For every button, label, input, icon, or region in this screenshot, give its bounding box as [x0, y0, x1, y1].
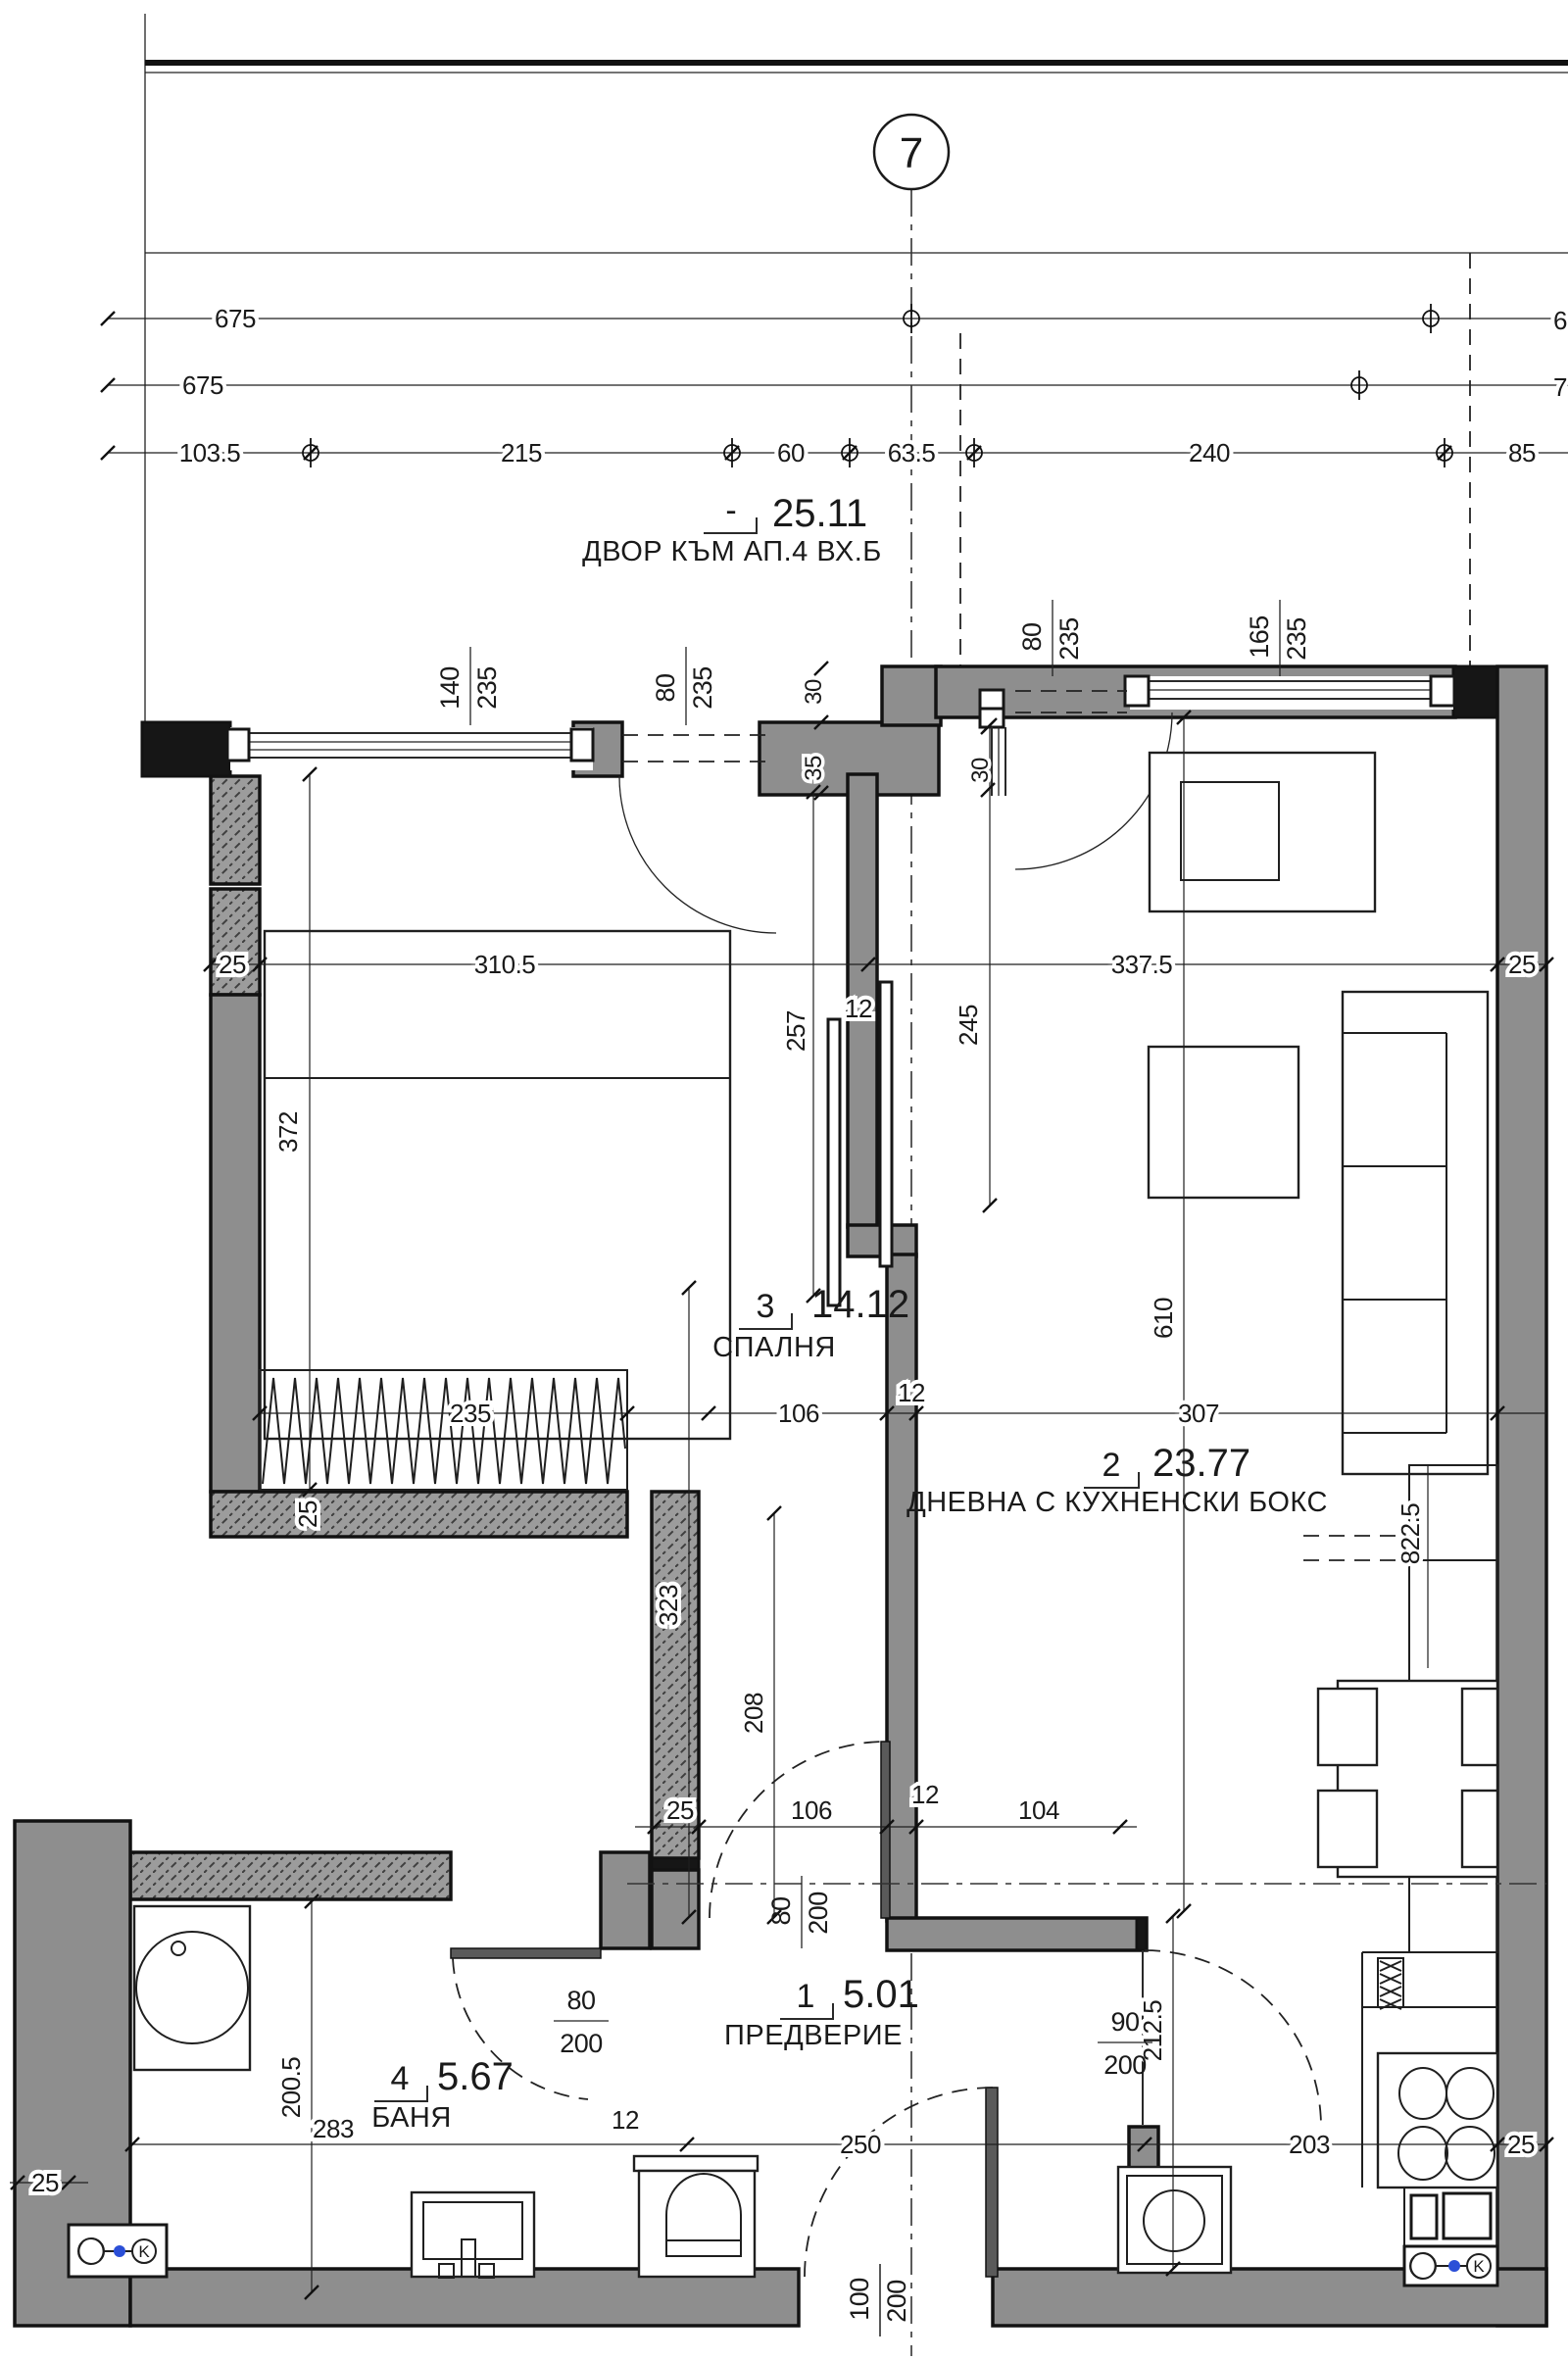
bedroom-window-h: 235: [472, 666, 502, 710]
toilet: [634, 2156, 758, 2277]
dim-yard-675-top: 675: [215, 304, 256, 333]
wall-left-gray: [211, 995, 260, 1492]
bath-name: БАНЯ: [371, 2102, 452, 2134]
living-window-h: 235: [1282, 617, 1311, 661]
corridor-door: [710, 1742, 890, 1918]
dim-pass-width: 104: [1018, 1795, 1059, 1825]
dim-living-width2: 307: [1178, 1399, 1219, 1428]
dim-yard-85: 85: [1508, 438, 1536, 467]
dim-hall-width: 250: [840, 2130, 881, 2159]
bedroom-window: [227, 727, 593, 770]
vent-shaft-right: [1404, 2246, 1497, 2286]
drain-grate: [1378, 1958, 1403, 2009]
dim-corridor-depth2: 208: [739, 1693, 768, 1734]
washing-machine: [1118, 2167, 1231, 2273]
dim-yard-63_5: 63.5: [887, 438, 936, 467]
dim-wall25-wardrobe: 25: [293, 1500, 322, 1528]
dim-corridor-width: 106: [778, 1399, 819, 1428]
yard-area-dash: -: [725, 492, 737, 529]
dim-yard-103_5: 103.5: [178, 438, 241, 467]
wall-hall-top: [887, 1918, 1147, 1950]
coffee-table: [1149, 1047, 1298, 1198]
vent-k-right: K: [1473, 2257, 1485, 2276]
stove: [1378, 2053, 1497, 2188]
yard-area-label: [582, 492, 882, 567]
kitchen-door-h: 200: [1103, 2050, 1147, 2080]
kitchen-sink: [1404, 2188, 1497, 2246]
living-window-w: 165: [1245, 615, 1274, 659]
hall-area: 5.01: [843, 1973, 919, 2016]
living-terrace-door-h: 235: [1054, 617, 1084, 661]
bath-area: 5.67: [437, 2055, 514, 2098]
bedroom-no: 3: [756, 1288, 775, 1325]
living-name: ДНЕВНА С КУХНЕНСКИ БОКС: [906, 1487, 1328, 1518]
kitchen-fixtures: [1118, 1952, 1497, 2286]
vent-k-left: K: [138, 2242, 150, 2261]
dim-yard-240: 240: [1189, 438, 1230, 467]
entrance-door-w: 100: [845, 2278, 874, 2321]
corridor-door-h: 200: [804, 1892, 833, 1935]
dim-corridor-width2: 106: [791, 1795, 832, 1825]
wall-bath-top: [130, 1852, 451, 1899]
hall-name: ПРЕДВЕРИЕ: [724, 2020, 903, 2051]
hall-no: 1: [796, 1978, 815, 2015]
bedroom-terrace-door: [619, 735, 776, 933]
wall-hall-top-cap: [1137, 1918, 1147, 1950]
dim-cut-right-top: 6: [1553, 306, 1567, 335]
vent-shaft-left: [69, 2225, 167, 2277]
dim-living-width: 337.5: [1110, 950, 1173, 979]
wall-corridor-foot: [652, 1870, 699, 1948]
bath-no: 4: [390, 2060, 410, 2097]
dim-wall25-kitchen: 25: [1507, 2130, 1535, 2159]
dim-wall25-bedroom-left: 25: [219, 950, 246, 979]
dim-step30-left: 30: [801, 679, 827, 705]
dim-wall25-living-right: 25: [1508, 950, 1536, 979]
vent-dot-right: [1448, 2260, 1460, 2272]
dim-kitchen-depth: 212.5: [1138, 1999, 1167, 2062]
dim-step30-right: 30: [967, 758, 994, 783]
dim-slide-left: 257: [781, 1010, 810, 1052]
sofa: [1343, 992, 1488, 1474]
dim-yard-215: 215: [501, 438, 542, 467]
room-label-bedroom: [712, 1283, 909, 1363]
living-area: 23.77: [1152, 1442, 1251, 1485]
yard-dimensions: [101, 304, 1567, 567]
dim-cabinet-depth: 822.5: [1396, 1502, 1425, 1565]
wall-corner-tl: [142, 722, 230, 776]
living-no: 2: [1102, 1447, 1121, 1484]
dim-wall25-bath-left: 25: [31, 2168, 59, 2197]
dim-wall12-bath: 12: [612, 2105, 639, 2135]
dim-wall12-slide: 12: [845, 994, 872, 1023]
bathroom-fixtures: [69, 1906, 758, 2278]
dim-cut-right-bottom: 7: [1553, 372, 1567, 402]
entrance-door: [805, 2088, 998, 2277]
shower: [134, 1906, 250, 2070]
dim-kitchen-width: 203: [1289, 2130, 1330, 2159]
wall-corridor-cap: [652, 1858, 699, 1870]
bath-door-h: 200: [560, 2029, 603, 2058]
dim-living-depth: 610: [1149, 1298, 1178, 1339]
vent-dot-left: [114, 2245, 125, 2257]
bath-door-w: 80: [566, 1986, 596, 2015]
corridor-door-w: 80: [766, 1896, 796, 1926]
living-window: [1125, 676, 1454, 710]
living-terrace-door-w: 80: [1017, 622, 1047, 652]
room-label-hall: [724, 1973, 919, 2051]
dim-bath-depth: 200.5: [276, 2056, 306, 2119]
dim-corridor-depth: 323: [654, 1585, 683, 1626]
wall-left-hatched-a: [211, 776, 260, 884]
bedroom-terrace-door-w: 80: [651, 673, 680, 703]
kitchen-door: [1143, 1950, 1321, 2127]
label-entrance-door: [845, 2264, 911, 2336]
dim-wardrobe-width: 235: [450, 1399, 491, 1428]
label-bath-door: [554, 1986, 609, 2058]
dim-wall12-mid: 12: [898, 1378, 925, 1407]
yard-area-value: 25.11: [772, 492, 868, 535]
room-label-living: [906, 1442, 1328, 1518]
room-label-bath: [371, 2055, 514, 2134]
bedroom-area: 14.12: [811, 1283, 910, 1326]
dim-wall25-corridor: 25: [666, 1795, 694, 1825]
dim-wall12-corridor: 12: [911, 1780, 939, 1809]
yard-boundary: [108, 14, 1568, 722]
bedroom-name: СПАЛНЯ: [712, 1332, 836, 1363]
dim-bedroom-depth: 372: [273, 1111, 303, 1153]
bedroom-terrace-door-h: 235: [688, 666, 717, 710]
dim-slide-right: 245: [954, 1005, 983, 1046]
entrance-door-h: 200: [882, 2280, 911, 2323]
dining-set: [1318, 1681, 1497, 1877]
wall-corner-tr: [1453, 666, 1497, 717]
label-corridor-door: [766, 1876, 833, 1948]
washbasin: [412, 2192, 534, 2278]
wall-bath-door-post: [601, 1852, 650, 1948]
label-bedroom-window: [435, 647, 502, 725]
dim-bath-width: 283: [313, 2114, 354, 2143]
wall-right: [1497, 666, 1546, 2326]
bedroom-window-w: 140: [435, 666, 465, 710]
dim-yard-675-mid: 675: [182, 370, 223, 400]
dim-bedroom-width: 310.5: [473, 950, 536, 979]
dim-step35-left: 35: [801, 756, 827, 781]
axis-bubble-label: 7: [899, 129, 924, 177]
label-bedroom-terrace-door: [651, 647, 717, 725]
yard-name: ДВОР КЪМ АП.4 ВХ.Б: [582, 536, 882, 567]
dim-yard-60: 60: [777, 438, 805, 467]
wall-wardrobe-band: [211, 1492, 627, 1537]
bed: [265, 931, 730, 1439]
wall-step: [882, 666, 941, 725]
kitchen-door-w: 90: [1110, 2007, 1140, 2037]
